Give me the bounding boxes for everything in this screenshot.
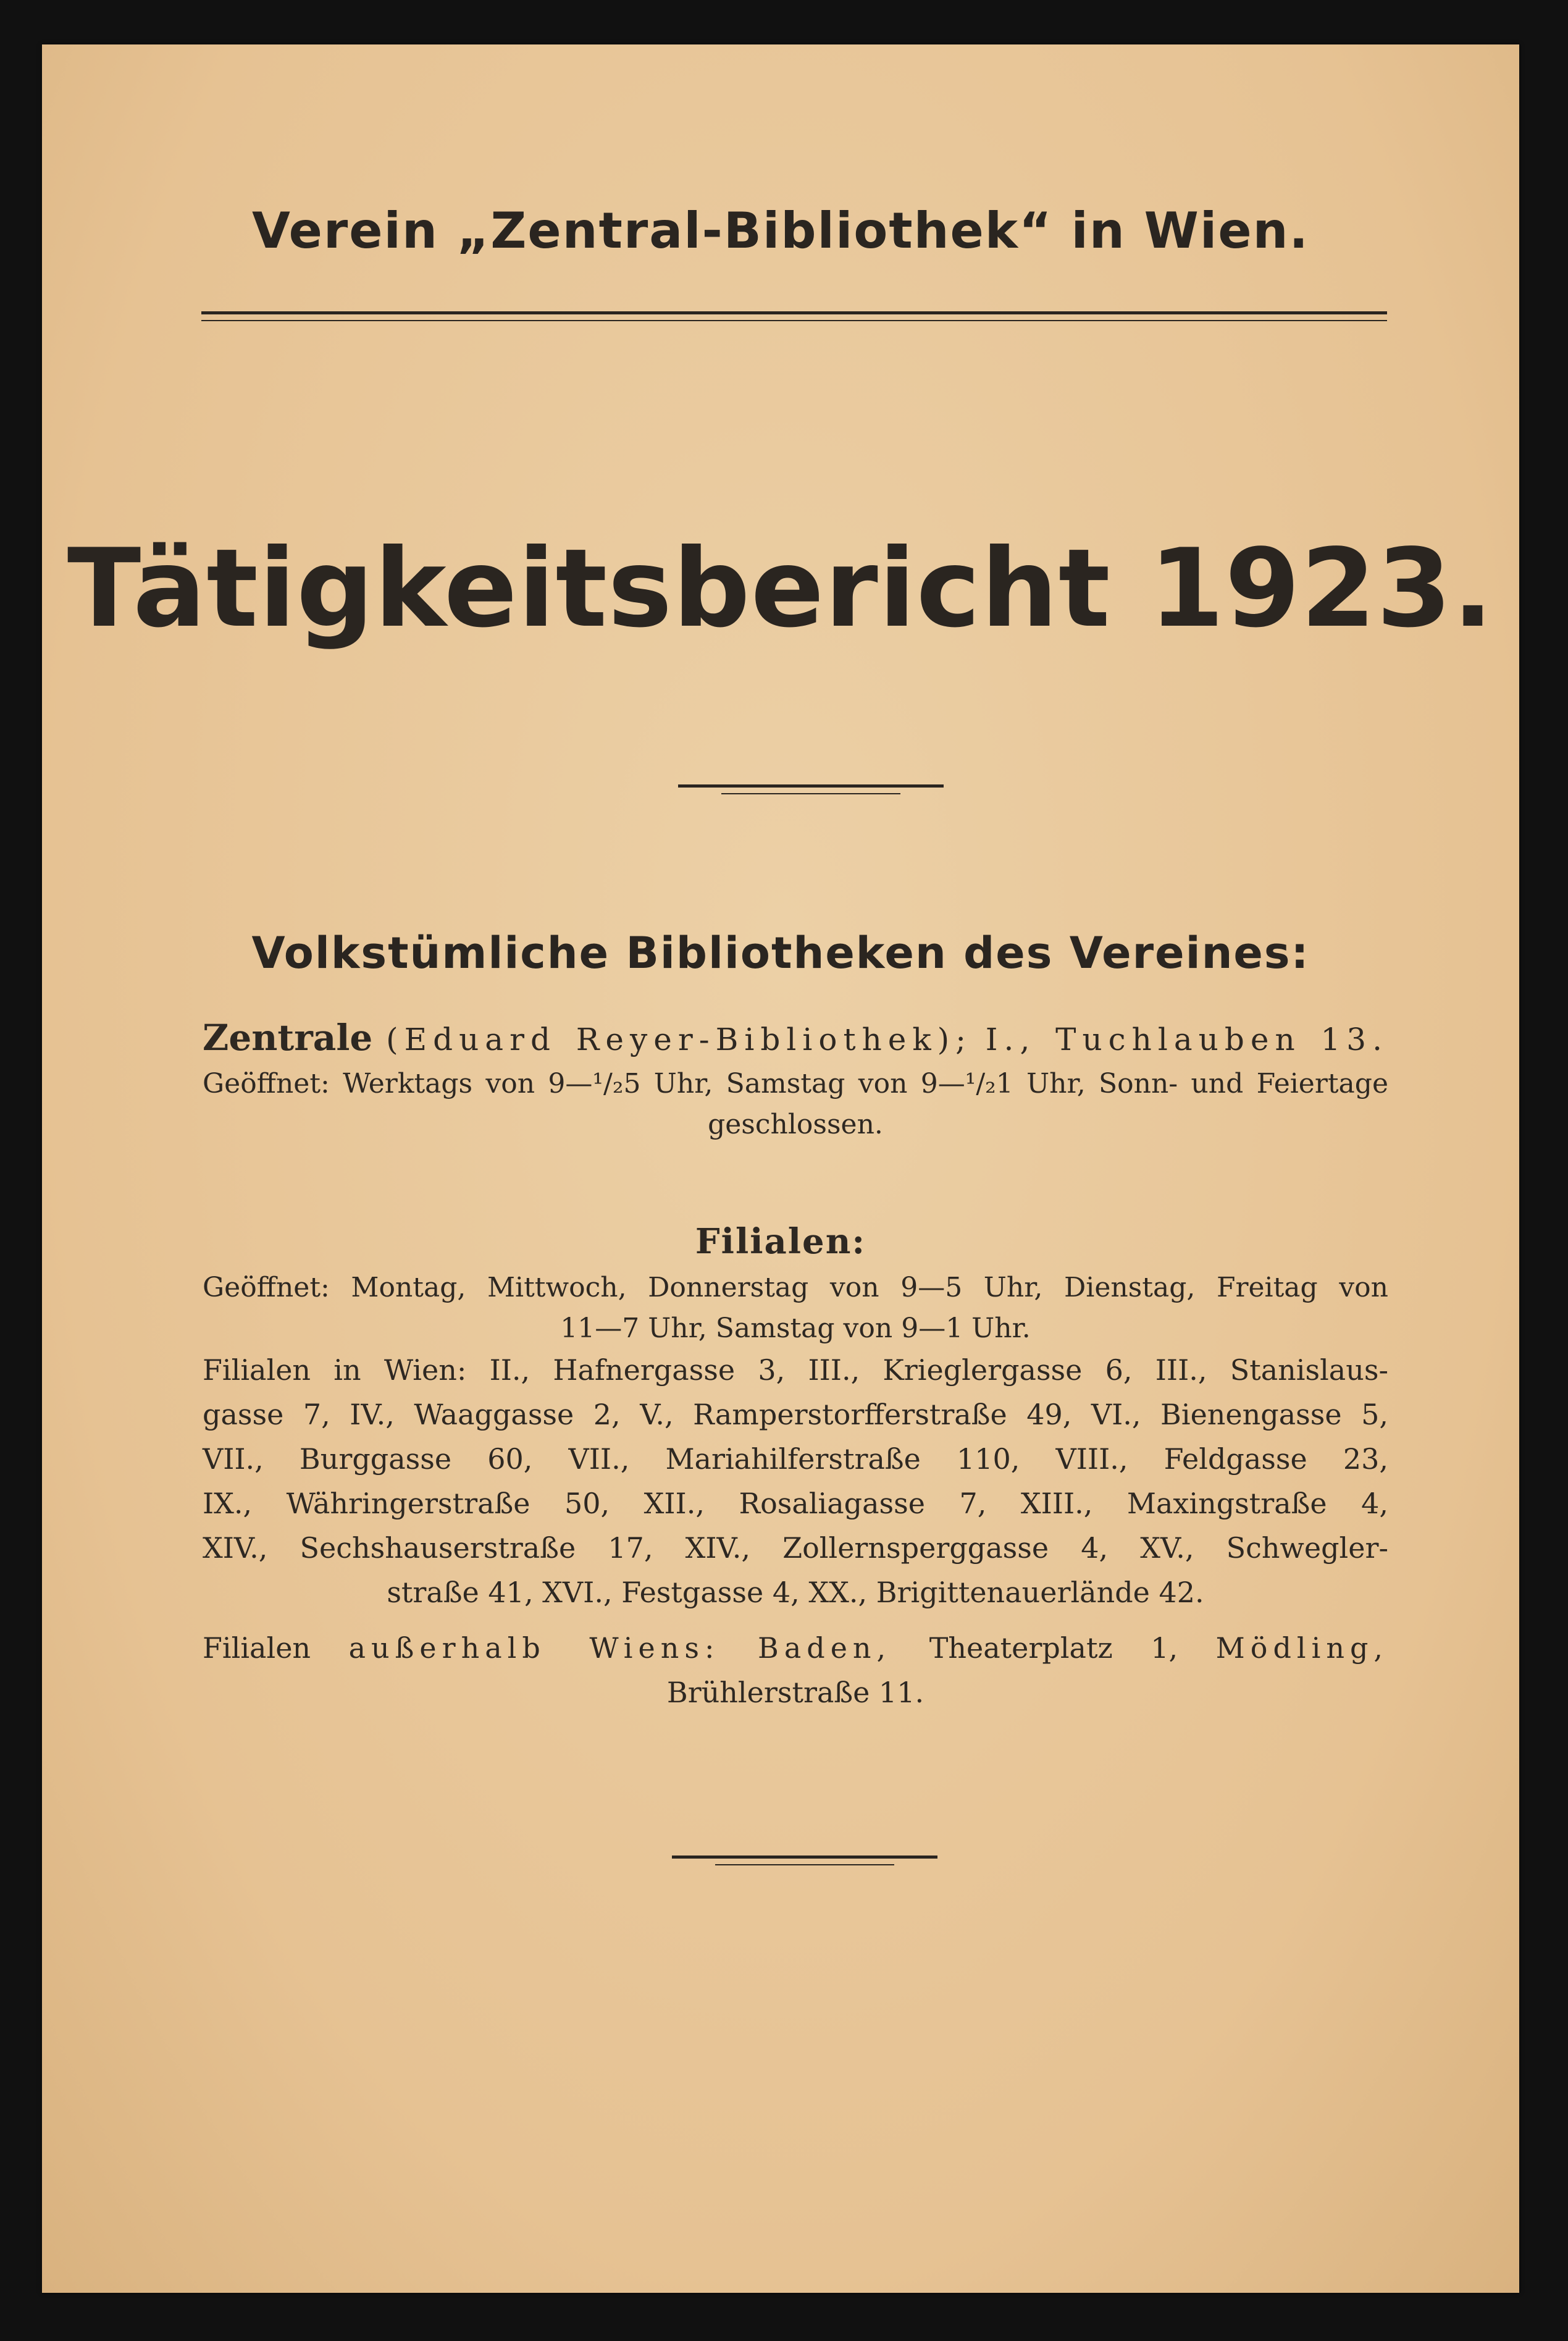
divider-ornament-thin [721,793,900,794]
ausserhalb-prefix: Filialen [203,1631,311,1665]
zentrale-line [203,1017,1388,1060]
filialen-wien-list [203,1348,1388,1615]
ausserhalb-theaterplatz: Theaterplatz 1, [929,1631,1178,1665]
section-subtitle: Volkstümliche Bibliotheken des Vereines: [251,928,1310,978]
zentrale-address: I., Tuchlauben 13. [985,1022,1388,1057]
list-item: IX., Währingerstraße 50, XII., Rosaliagasse 7, XIII., Maxingstraße 4, [203,1487,1388,1520]
ausserhalb-baden: Baden, [758,1631,892,1665]
filialen-hours-line1: Geöffnet: Montag, Mittwoch, Donnerstag von 9—5 Uhr, Dienstag, Freitag von [203,1272,1388,1303]
zentrale-label: Zentrale [203,1017,373,1059]
ausserhalb-line1 [203,1626,1388,1670]
header-rule-thin [201,320,1387,321]
list-item: VII., Burggasse 60, VII., Mariahilferstraße 110, VIII., Feldgasse 23, [203,1442,1388,1476]
ausserhalb-line2: Brühlerstraße 11. [666,1676,924,1709]
footer-ornament [672,1856,937,1859]
document-page [42,44,1519,2293]
filialen-hours-line2: 11—7 Uhr, Samstag von 9—1 Uhr. [560,1313,1031,1344]
ausserhalb-spaced: außerhalb Wiens: [348,1631,720,1665]
filialen-ausserhalb [203,1626,1388,1715]
divider-ornament [678,784,944,788]
zentrale-hours-line1: Geöffnet: Werktags von 9—¹/₂5 Uhr, Samstag von 9—¹/₂1 Uhr, Sonn- und Feiertage [203,1068,1388,1099]
list-item: gasse 7, IV., Waaggasse 2, V., Ramperstorfferstraße 49, VI., Bienengasse 5, [203,1398,1388,1431]
organization-header: Verein „Zentral-Bibliothek“ in Wien. [252,202,1309,259]
list-item: Filialen in Wien: II., Hafnergasse 3, III., Krieglergasse 6, III., Stanislaus- [203,1353,1388,1387]
zentrale-name: (Eduard Reyer-Bibliothek); [386,1022,973,1057]
list-item: XIV., Sechshauserstraße 17, XIV., Zollernsperggasse 4, XV., Schwegler- [203,1531,1388,1565]
footer-ornament-thin [715,1864,894,1865]
header-rule-thick [201,311,1387,314]
report-title: Tätigkeitsbericht 1923. [67,526,1495,652]
zentrale-hours-line2: geschlossen. [708,1109,883,1140]
ausserhalb-moedling: Mödling, [1215,1631,1389,1665]
list-item: straße 41, XVI., Festgasse 4, XX., Brigittenauerlände 42. [387,1576,1204,1609]
filialen-heading: Filialen: [695,1221,866,1262]
